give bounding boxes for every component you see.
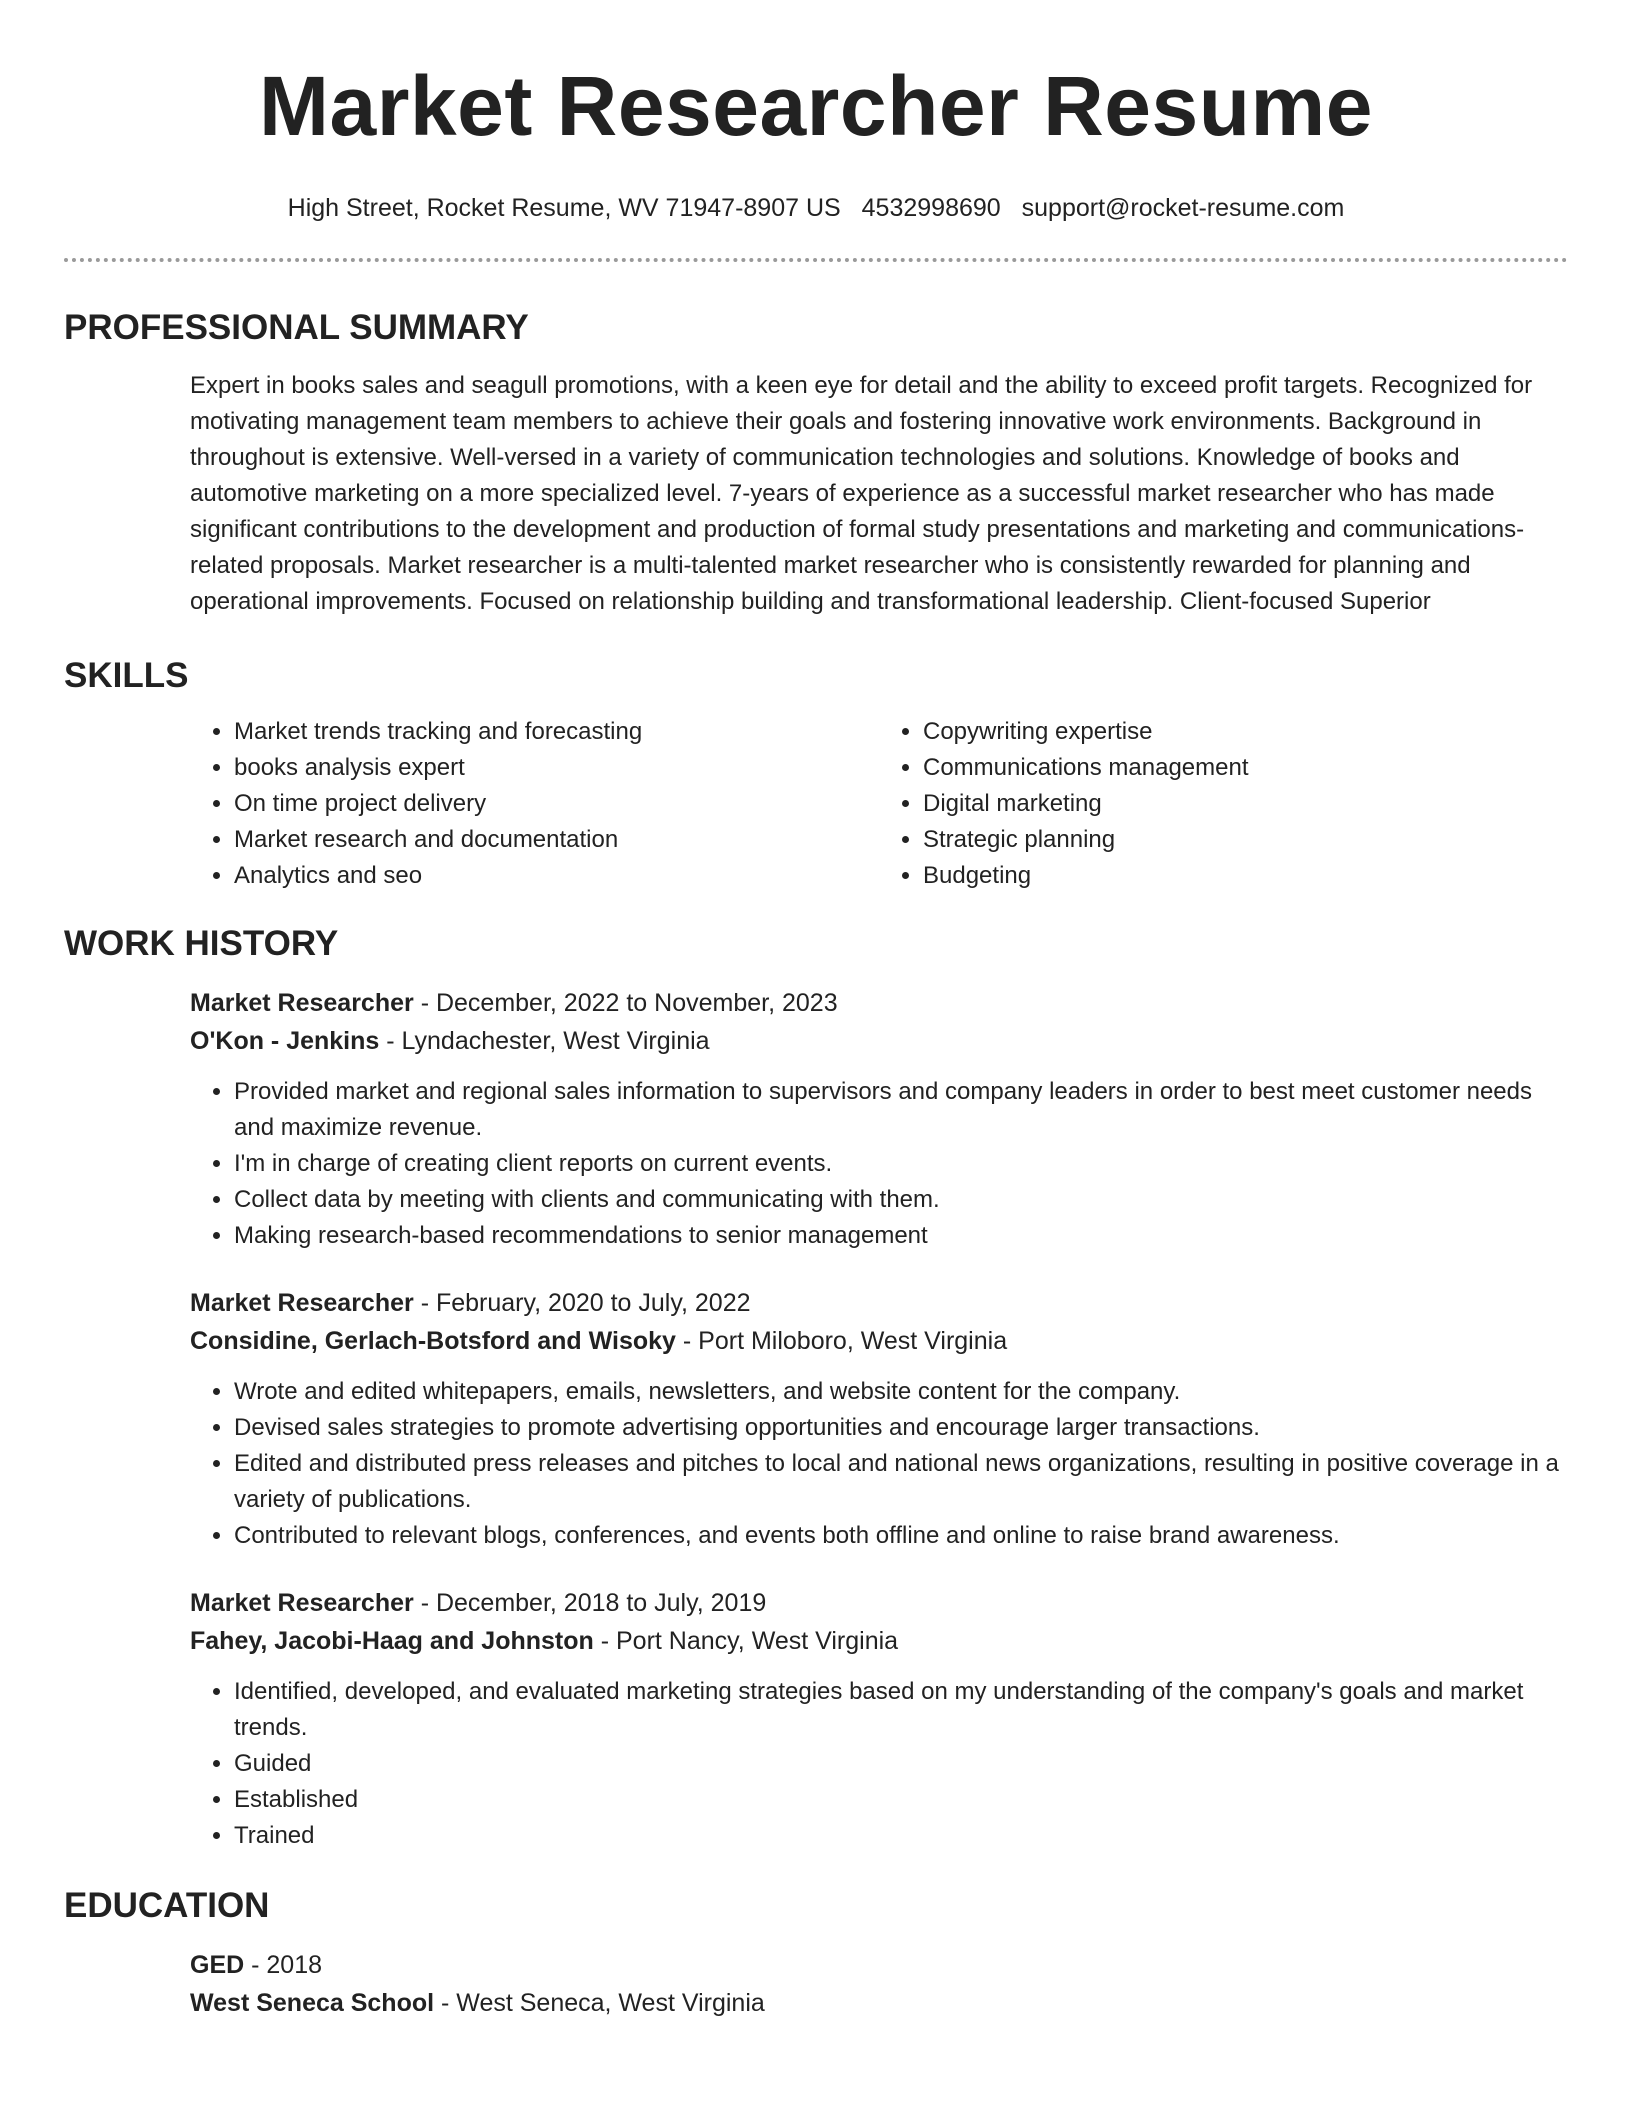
job-entry (64, 1584, 1568, 1854)
header-divider (64, 258, 1568, 262)
job-bullet: • Guided (234, 1746, 1568, 1782)
skill-item: • Market trends tracking and forecasting (234, 714, 879, 750)
contact-line (64, 192, 1568, 224)
resume-title: Market Researcher Resume (259, 59, 1373, 153)
job-bullet: • Devised sales strategies to promote advertising opportunities and encourage larger transactions. (234, 1410, 1568, 1446)
job-title: Market Researcher (190, 1289, 414, 1317)
job-bullet: • Identified, developed, and evaluated marketing strategies based on my understanding of the company's goals and market trends. (234, 1674, 1568, 1746)
education-heading: EDUCATION (64, 1886, 270, 1925)
job-company: O'Kon - Jenkins (190, 1027, 380, 1055)
job-bullets (190, 1374, 1568, 1554)
job-location: - Port Miloboro, West Virginia (675, 1327, 1008, 1355)
skill-item: • Market research and documentation (234, 822, 879, 858)
job-bullet: • Wrote and edited whitepapers, emails, newsletters, and website content for the company. (234, 1374, 1568, 1410)
job-bullet: • Collect data by meeting with clients and communicating with them. (234, 1182, 1568, 1218)
education-school: West Seneca School (190, 1989, 435, 2017)
job-title: Market Researcher (190, 1589, 414, 1617)
job-location: - Port Nancy, West Virginia (593, 1627, 899, 1655)
job-entry (64, 1284, 1568, 1554)
skills-list (64, 714, 1568, 894)
education-degree: GED (190, 1951, 245, 1979)
job-bullet: • Making research-based recommendations to senior management (234, 1218, 1568, 1254)
job-bullet: • Provided market and regional sales information to supervisors and company leaders in order to best meet customer needs and maximize revenue. (234, 1074, 1568, 1146)
job-bullet: • Contributed to relevant blogs, conferences, and events both offline and online to raise brand awareness. (234, 1518, 1568, 1554)
job-dates: - December, 2018 to July, 2019 (413, 1589, 767, 1617)
job-company: Fahey, Jacobi-Haag and Johnston (190, 1627, 594, 1655)
education-entry (64, 1946, 1568, 2022)
skill-item: • On time project delivery (234, 786, 879, 822)
summary-heading: PROFESSIONAL SUMMARY (64, 308, 529, 347)
job-location: - Lyndachester, West Virginia (379, 1027, 710, 1055)
job-title: Market Researcher (190, 989, 414, 1017)
contact-email: support@rocket-resume.com (1021, 194, 1345, 222)
job-entry (64, 984, 1568, 1254)
skill-item: • Strategic planning (923, 822, 1568, 858)
contact-phone: 4532998690 (861, 194, 1001, 222)
job-bullets (190, 1674, 1568, 1854)
job-company-line (190, 1022, 1568, 1060)
job-company-line (190, 1622, 1568, 1660)
skill-item: • Digital marketing (923, 786, 1568, 822)
skill-item: • books analysis expert (234, 750, 879, 786)
summary-text: Expert in books sales and seagull promotions, with a keen eye for detail and the ability to exceed profit targets. Recognized for motivating management team members to achieve their goals and fostering innovative work environments. Background in throughout is extensive. Well-versed in a variety of communication technologies and solutions. Knowledge of books and automotive marketing on a more specialized level. 7-years of experience as a successful market researcher who has made significant contributions to the development and production of formal study presentations and marketing and communications-related proposals. Market researcher is a multi-talented market researcher who is consistently rewarded for planning and operational improvements. Focused on relationship building and transformational leadership. Client-focused Superior (190, 372, 1533, 615)
job-bullet: • Trained (234, 1818, 1568, 1854)
skill-item: • Copywriting expertise (923, 714, 1568, 750)
skills-column-right (879, 714, 1568, 894)
education-school-line (190, 1984, 1568, 2022)
contact-address: High Street, Rocket Resume, WV 71947-8907 US (287, 194, 841, 222)
work-history-heading: WORK HISTORY (64, 924, 339, 963)
education-degree-line (190, 1946, 1568, 1984)
job-bullet: • Edited and distributed press releases and pitches to local and national news organizations, resulting in positive coverage in a variety of publications. (234, 1446, 1568, 1518)
skills-heading: SKILLS (64, 656, 189, 695)
job-bullets (190, 1074, 1568, 1254)
education-year: - 2018 (244, 1951, 323, 1979)
skill-item: • Communications management (923, 750, 1568, 786)
job-dates: - February, 2020 to July, 2022 (413, 1289, 751, 1317)
job-title-line (190, 1284, 1568, 1322)
job-bullet: • Established (234, 1782, 1568, 1818)
skills-column-left (190, 714, 879, 894)
job-dates: - December, 2022 to November, 2023 (413, 989, 838, 1017)
job-bullet: • I'm in charge of creating client reports on current events. (234, 1146, 1568, 1182)
education-location: - West Seneca, West Virginia (434, 1989, 765, 2017)
job-company-line (190, 1322, 1568, 1360)
skill-item: • Budgeting (923, 858, 1568, 894)
job-title-line (190, 1584, 1568, 1622)
job-company: Considine, Gerlach-Botsford and Wisoky (190, 1327, 676, 1355)
job-title-line (190, 984, 1568, 1022)
skill-item: • Analytics and seo (234, 858, 879, 894)
